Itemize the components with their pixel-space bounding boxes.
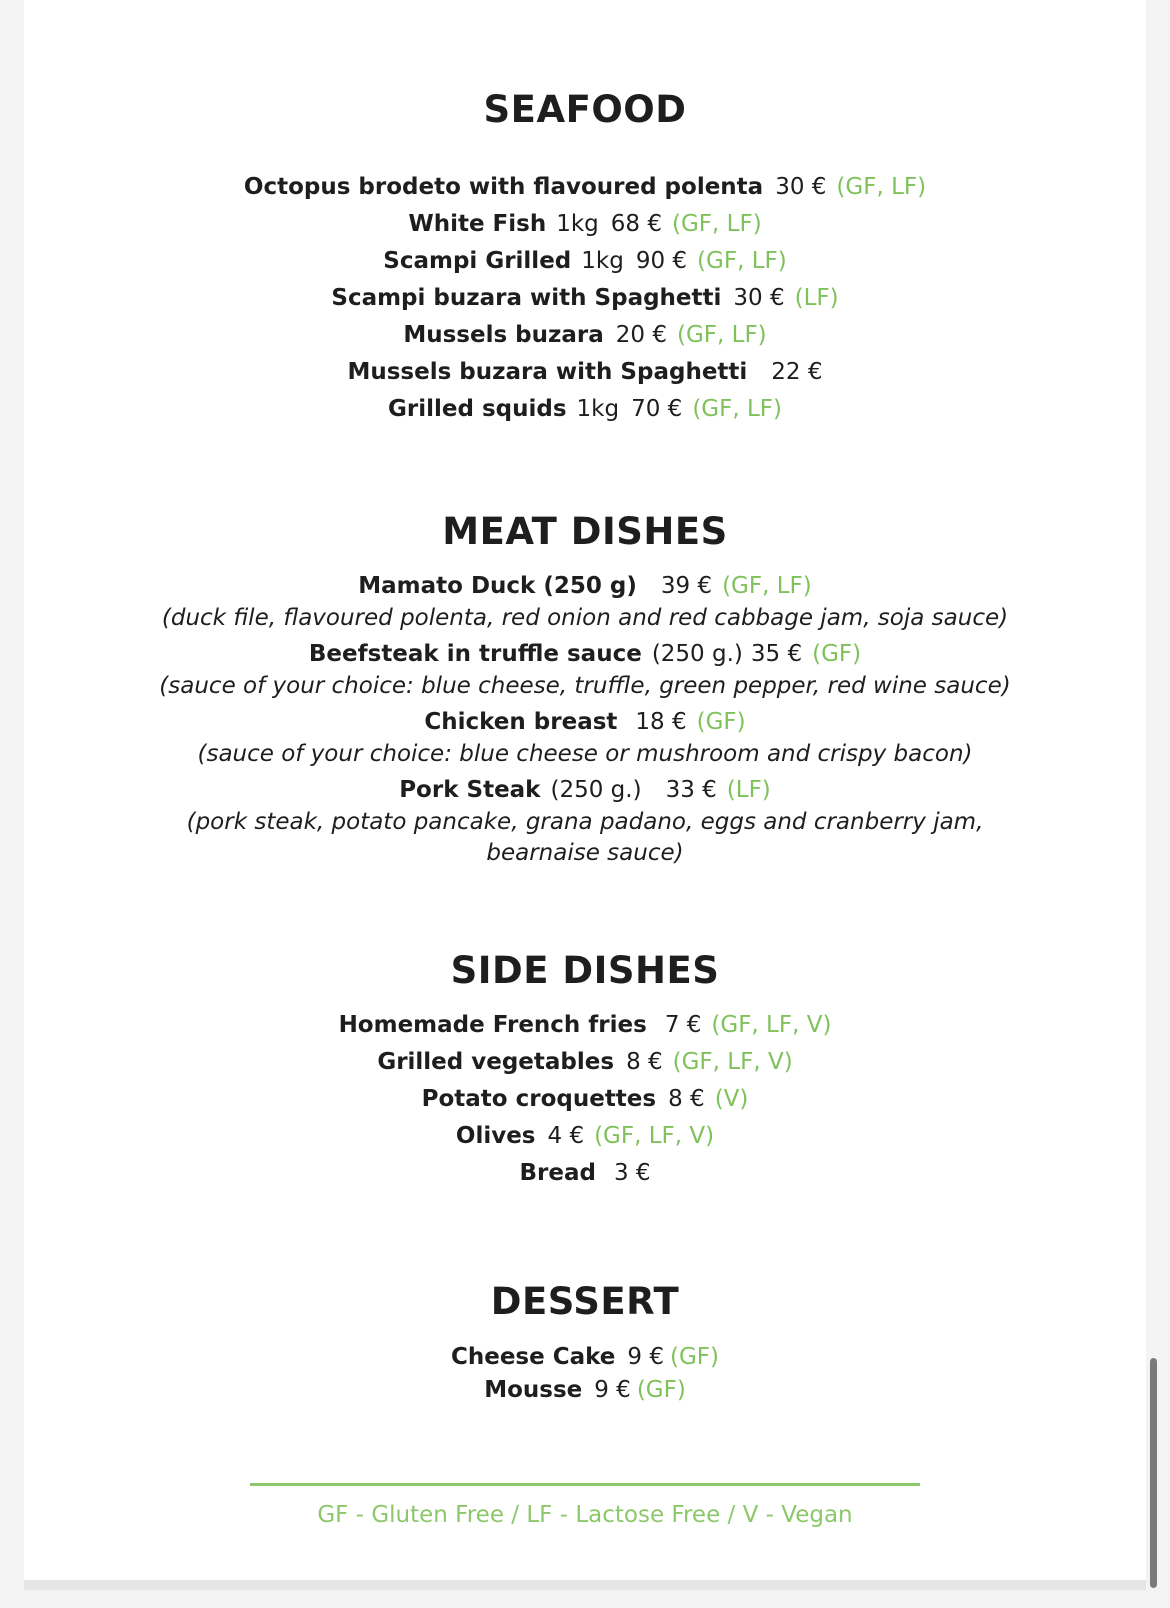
item-name: Scampi buzara with Spaghetti xyxy=(331,285,722,311)
item-price: 22 € xyxy=(771,359,823,385)
menu-item xyxy=(24,1158,1146,1188)
item-name: White Fish xyxy=(408,211,547,237)
item-tags: (GF) xyxy=(696,709,746,735)
item-price: 7 € xyxy=(664,1012,702,1038)
item-qty: (250 g.) xyxy=(550,777,642,803)
item-name: Chicken breast xyxy=(424,709,618,735)
item-name: Cheese Cake xyxy=(450,1344,616,1370)
item-price: 68 € xyxy=(610,211,662,237)
item-price: 9 € xyxy=(594,1377,631,1403)
item-name: Grilled squids xyxy=(388,396,567,422)
item-name: Pork Steak xyxy=(399,777,541,803)
item-price: 70 € xyxy=(631,396,683,422)
menu-item xyxy=(24,707,1146,737)
item-price: 3 € xyxy=(613,1160,651,1186)
item-tags: (GF, LF) xyxy=(697,248,787,274)
item-tags: (GF, LF) xyxy=(836,174,927,200)
item-tags: (GF, LF) xyxy=(672,211,762,237)
menu-item xyxy=(24,1342,1146,1372)
item-tags: (GF, LF, V) xyxy=(672,1049,793,1075)
seafood-title: SEAFOOD xyxy=(483,88,687,131)
menu-item xyxy=(24,1010,1146,1040)
item-description-cont: bearnaise sauce) xyxy=(486,840,684,866)
item-tags: (GF, LF) xyxy=(692,396,782,422)
item-tags: (GF, LF) xyxy=(722,573,812,599)
item-name: Olives xyxy=(455,1123,536,1149)
menu-item xyxy=(24,209,1146,239)
item-name: Beefsteak in truffle sauce xyxy=(308,641,642,667)
item-price: 20 € xyxy=(615,322,667,348)
item-description: (sauce of your choice: blue cheese or mushroom and crispy bacon) xyxy=(197,741,973,767)
meat-dishes-title: MEAT DISHES xyxy=(442,510,728,553)
item-price: 30 € xyxy=(733,285,785,311)
item-description: (duck file, flavoured polenta, red onion and red cabbage jam, soja sauce) xyxy=(161,605,1009,631)
item-name: Octopus brodeto with flavoured polenta xyxy=(243,174,764,200)
item-tags: (GF) xyxy=(636,1377,686,1403)
menu-item xyxy=(24,775,1146,805)
item-price: 8 € xyxy=(668,1086,705,1112)
item-qty: (250 g.) xyxy=(651,641,743,667)
item-price: 90 € xyxy=(635,248,688,274)
item-qty: 1kg xyxy=(576,396,620,422)
vertical-scrollbar[interactable] xyxy=(1150,1358,1157,1588)
item-tags: (GF) xyxy=(670,1344,719,1370)
item-tags: (V) xyxy=(714,1086,749,1112)
item-name: Mussels buzara with Spaghetti xyxy=(347,359,748,385)
menu-item xyxy=(24,571,1146,601)
menu-item xyxy=(24,320,1146,350)
item-price: 9 € xyxy=(627,1344,664,1370)
menu-item xyxy=(24,1375,1146,1405)
dietary-legend: GF - Gluten Free / LF - Lactose Free / V - Vegan xyxy=(317,1502,853,1528)
item-name: Scampi Grilled xyxy=(383,248,572,274)
menu-item xyxy=(24,394,1146,424)
item-tags: (GF, LF, V) xyxy=(711,1012,832,1038)
item-price: 30 € xyxy=(775,174,827,200)
item-price: 35 € xyxy=(750,641,803,667)
item-tags: (GF, LF) xyxy=(676,322,767,348)
item-name: Homemade French fries xyxy=(338,1012,647,1038)
menu-item xyxy=(24,639,1146,669)
item-name: Grilled vegetables xyxy=(377,1049,615,1075)
item-description: (sauce of your choice: blue cheese, truffle, green pepper, red wine sauce) xyxy=(159,673,1011,699)
item-qty: 1kg xyxy=(556,211,599,237)
legend-divider xyxy=(250,1483,920,1486)
item-price: 33 € xyxy=(665,777,717,803)
item-name: Potato croquettes xyxy=(421,1086,657,1112)
menu-item xyxy=(24,283,1146,313)
item-name: Mamato Duck (250 g) xyxy=(358,573,637,599)
item-tags: (GF) xyxy=(812,641,862,667)
menu-item xyxy=(24,357,1146,387)
item-tags: (GF, LF, V) xyxy=(594,1123,715,1149)
item-price: 4 € xyxy=(547,1123,585,1149)
item-name: Bread xyxy=(519,1160,596,1186)
item-tags: (LF) xyxy=(794,285,839,311)
side-dishes-title: SIDE DISHES xyxy=(450,949,720,992)
item-tags: (LF) xyxy=(726,777,771,803)
menu-item xyxy=(24,172,1146,202)
item-qty: 1kg xyxy=(581,248,624,274)
item-price: 8 € xyxy=(626,1049,663,1075)
menu-item xyxy=(24,1047,1146,1077)
dessert-title: DESSERT xyxy=(490,1280,680,1323)
horizontal-scrollbar-track[interactable] xyxy=(24,1580,1146,1590)
item-name: Mousse xyxy=(484,1377,583,1403)
menu-item xyxy=(24,246,1146,276)
menu-item xyxy=(24,1084,1146,1114)
item-name: Mussels buzara xyxy=(403,322,604,348)
menu-page xyxy=(24,0,1146,1580)
item-description: (pork steak, potato pancake, grana padano, eggs and cranberry jam, xyxy=(186,809,984,835)
item-price: 18 € xyxy=(635,709,687,735)
menu-item xyxy=(24,1121,1146,1151)
item-price: 39 € xyxy=(660,573,713,599)
